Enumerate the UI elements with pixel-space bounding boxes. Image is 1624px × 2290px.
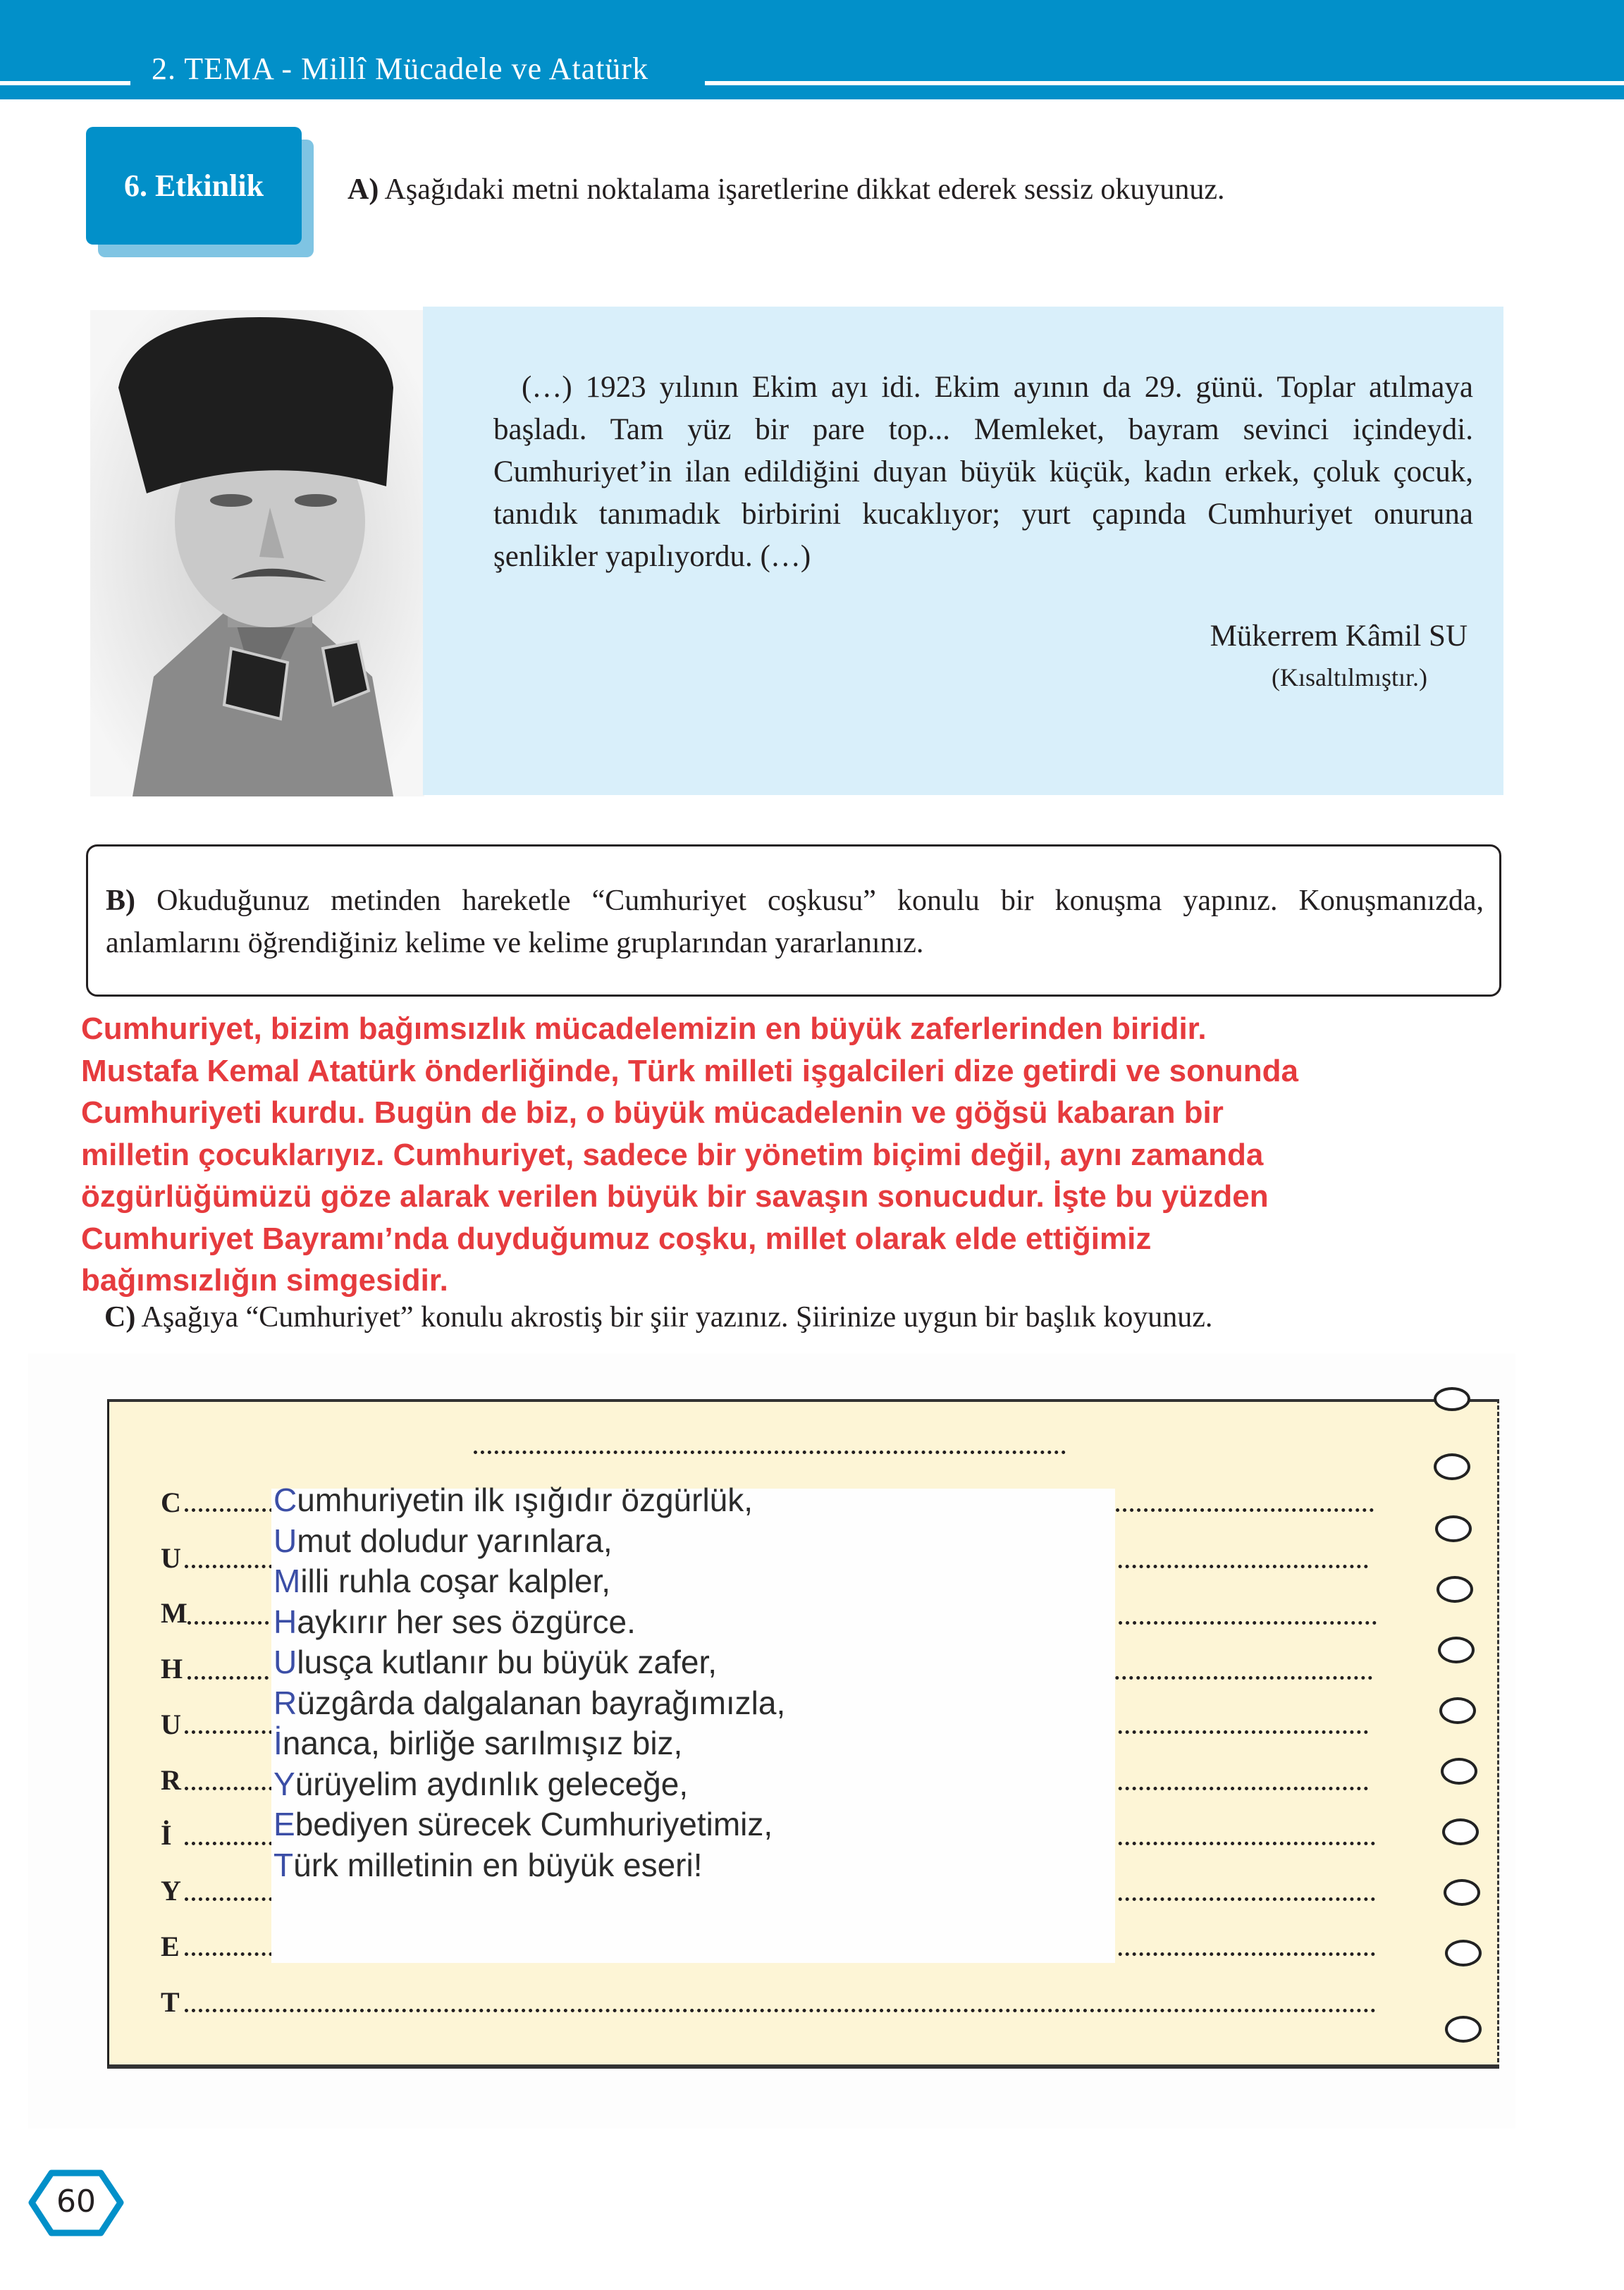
activity-badge [86,127,302,245]
poem-line: Milli ruhla coşar kalpler, [273,1563,611,1599]
answer-line: Mustafa Kemal Atatürk önderliğinde, Türk milleti işgalcileri dize getirdi ve sonunda [81,1053,1298,1088]
poem-line: Rüzgârda dalgalanan bayrağımızla, [273,1684,786,1721]
binder-hole-icon [1441,1758,1477,1785]
row-line-t[interactable] [185,2009,1376,2012]
row-letter-u: U [161,1542,181,1574]
binder-hole-icon [1434,1387,1470,1411]
poem-line: Ebediyen sürecek Cumhuriyetimiz, [273,1806,773,1842]
section-c-instruction [104,1300,1212,1334]
poem-line: Cumhuriyetin ilk ışığıdır özgürlük, [273,1482,753,1518]
answer-line: Cumhuriyet Bayramı’nda duyduğumuz coşku, millet olarak elde ettiğimiz [81,1221,1152,1256]
portrait-image [90,310,424,796]
binder-hole-icon [1444,1879,1480,1906]
section-c-text: Aşağıya “Cumhuriyet” konulu akrostiş bir şiir yazınız. Şiirinize uygun bir başlık koyunuz. [141,1301,1213,1334]
quote-text: (…) 1923 yılının Ekim ayı idi. Ekim ayının da 29. günü. Toplar atılmaya başladı. Tam yüz bir pare top... Memleket, bayram sevinci içindeydi. Cumhuriyet’in ilan edildiğini duyan büyük küçük, kadın erkek, çoluk çocuk, tanıdık tanımadık birbirini kucaklıyor; yurt çapında Cumhuriyet onuruna şenlikler yapılıyordu. (…) [493,371,1473,573]
acrostic-poem[interactable] [273,1480,785,1885]
binder-hole-icon [1442,1818,1479,1845]
poem-line: İnanca, birliğe sarılmışız biz, [273,1725,683,1761]
section-b-instruction [106,880,1484,964]
header-rule-right [705,81,1624,85]
row-letter-m: M [161,1597,187,1629]
poem-line: Ulusça kutlanır bu büyük zafer, [273,1644,718,1680]
section-a-instruction [347,173,1224,207]
section-a-text: Aşağıdaki metni noktalama işaretlerine dikkat ederek sessiz okuyunuz. [384,173,1225,206]
binder-hole-icon [1435,1515,1472,1542]
quote-note: (Kısaltılmıştır.) [1272,663,1427,691]
row-letter-h: H [161,1653,183,1685]
poem-line: Haykırır her ses özgürce. [273,1603,636,1640]
binder-hole-icon [1438,1637,1475,1663]
binder-hole-icon [1434,1453,1470,1480]
row-letter-e: E [161,1931,180,1962]
section-a-label: A) [347,173,379,206]
activity-badge-label: 6. Etkinlik [123,168,264,203]
section-b-label: B) [106,885,135,917]
row-letter-i: İ [161,1819,172,1851]
row-letter-t: T [161,1986,180,2018]
row-letter-c: C [161,1486,181,1518]
row-letter-y: Y [161,1875,181,1907]
chapter-title: 2. TEMA - Millî Mücadele ve Atatürk [152,51,649,86]
poem-title-blank[interactable] [474,1436,1066,1454]
row-letter-r: R [161,1764,181,1796]
quote-author: Mükerrem Kâmil SU [1210,620,1468,653]
answer-line: Cumhuriyet, bizim bağımsızlık mücadelemizin en büyük zaferlerinden biridir. [81,1011,1207,1046]
header-rule-left [0,81,130,85]
binder-hole-icon [1437,1576,1473,1603]
poem-line: Umut doludur yarınlara, [273,1522,613,1559]
section-b-text: Okuduğunuz metinden hareketle “Cumhuriyet coşkusu” konulu bir konuşma yapınız. Konuşmanızda, anlamlarını öğrendiğiniz kelime ve kelime gruplarından yararlanınız. [106,885,1484,959]
row-letter-u2: U [161,1709,181,1740]
section-c-label: C) [104,1301,136,1334]
answer-line: milletin çocuklarıyız. Cumhuriyet, sadece bir yönetim biçimi değil, aynı zamanda [81,1137,1264,1172]
binder-hole-icon [1445,2016,1482,2043]
poem-line: Türk milletinin en büyük eseri! [273,1846,703,1883]
answer-line: Cumhuriyeti kurdu. Bugün de biz, o büyük mücadelenin ve göğsü kabaran bir [81,1095,1224,1130]
section-b-answer[interactable] [81,1008,1526,1302]
binder-hole-icon [1439,1697,1476,1724]
poem-line: Yürüyelim aydınlık geleceğe, [273,1765,689,1802]
portrait-illustration-icon [90,310,424,796]
binder-hole-icon [1445,1940,1482,1966]
answer-line: bağımsızlığın simgesidir. [81,1263,448,1298]
answer-line: özgürlüğümüzü göze alarak verilen büyük bir savaşın sonucudur. İşte bu yüzden [81,1179,1269,1214]
page-number: 60 [56,2184,96,2220]
